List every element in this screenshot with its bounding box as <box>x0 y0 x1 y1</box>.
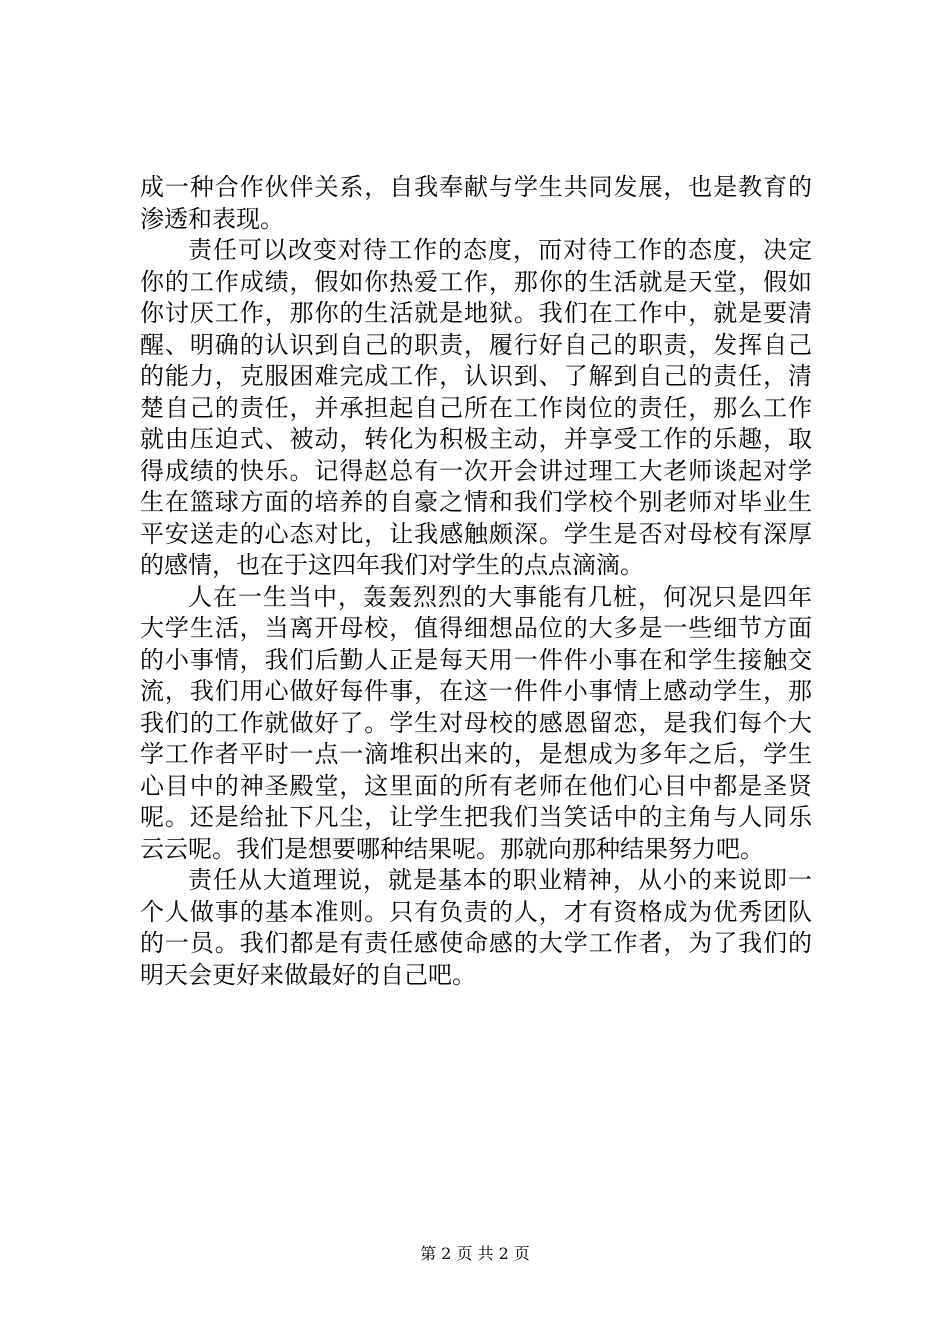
text-line: 学工作者平时一点一滴堆积出来的，是想成为多年之后，学生 <box>140 740 812 768</box>
paragraph <box>140 865 812 991</box>
text-line: 的感情，也在于这四年我们对学生的点点滴滴。 <box>140 551 644 579</box>
text-line: 你的工作成绩，假如你热爱工作，那你的生活就是天堂，假如 <box>140 267 812 296</box>
text-line: 云云呢。我们是想要哪种结果呢。那就向那种结果努力吧。 <box>140 834 764 863</box>
text-line: 就由压迫式、被动，转化为积极主动，并享受工作的乐趣，取 <box>140 425 812 453</box>
text-line: 的小事情，我们后勤人正是每天用一件件小事在和学生接触交 <box>140 645 812 674</box>
text-line: 明天会更好来做最好的自己吧。 <box>140 960 476 989</box>
text-line: 流，我们用心做好每件事，在这一件件小事情上感动学生，那 <box>140 677 812 705</box>
text-line: 心目中的神圣殿堂，这里面的所有老师在他们心目中都是圣贤 <box>140 771 812 800</box>
text-line: 成一种合作伙伴关系，自我奉献与学生共同发展，也是教育的 <box>140 173 812 201</box>
text-line: 渗透和表现。 <box>140 204 284 233</box>
text-line: 责任从大道理说，就是基本的职业精神，从小的来说即一 <box>188 866 812 894</box>
document-body <box>140 172 812 991</box>
text-line: 责任可以改变对待工作的态度，而对待工作的态度，决定 <box>188 236 812 264</box>
text-line: 得成绩的快乐。记得赵总有一次开会讲过理工大老师谈起对学 <box>140 456 812 485</box>
text-line: 的一员。我们都是有责任感使命感的大学工作者，为了我们的 <box>140 929 812 957</box>
paragraph <box>140 235 812 582</box>
paragraph <box>140 172 812 235</box>
text-line: 平安送走的心态对比，让我感触颇深。学生是否对母校有深厚 <box>140 519 812 548</box>
text-line: 的能力，克服困难完成工作，认识到、了解到自己的责任，清 <box>140 362 812 390</box>
text-line: 人在一生当中，轰轰烈烈的大事能有几桩，何况只是四年 <box>188 582 812 611</box>
text-line: 呢。还是给扯下凡尘，让学生把我们当笑话中的主角与人同乐 <box>140 803 812 831</box>
page-footer: 第 2 页 共 2 页 <box>420 1244 530 1263</box>
paragraph <box>140 582 812 866</box>
text-line: 个人做事的基本准则。只有负责的人，才有资格成为优秀团队 <box>140 897 812 926</box>
text-line: 楚自己的责任，并承担起自己所在工作岗位的责任，那么工作 <box>140 393 812 422</box>
text-line: 大学生活，当离开母校，值得细想品位的大多是一些细节方面 <box>140 614 812 642</box>
text-line: 生在篮球方面的培养的自豪之情和我们学校个别老师对毕业生 <box>140 488 812 516</box>
text-line: 我们的工作就做好了。学生对母校的感恩留恋，是我们每个大 <box>140 708 812 737</box>
text-line: 你讨厌工作，那你的生活就是地狱。我们在工作中，就是要清 <box>140 299 812 327</box>
text-line: 醒、明确的认识到自己的职责，履行好自己的职责，发挥自己 <box>140 330 812 359</box>
